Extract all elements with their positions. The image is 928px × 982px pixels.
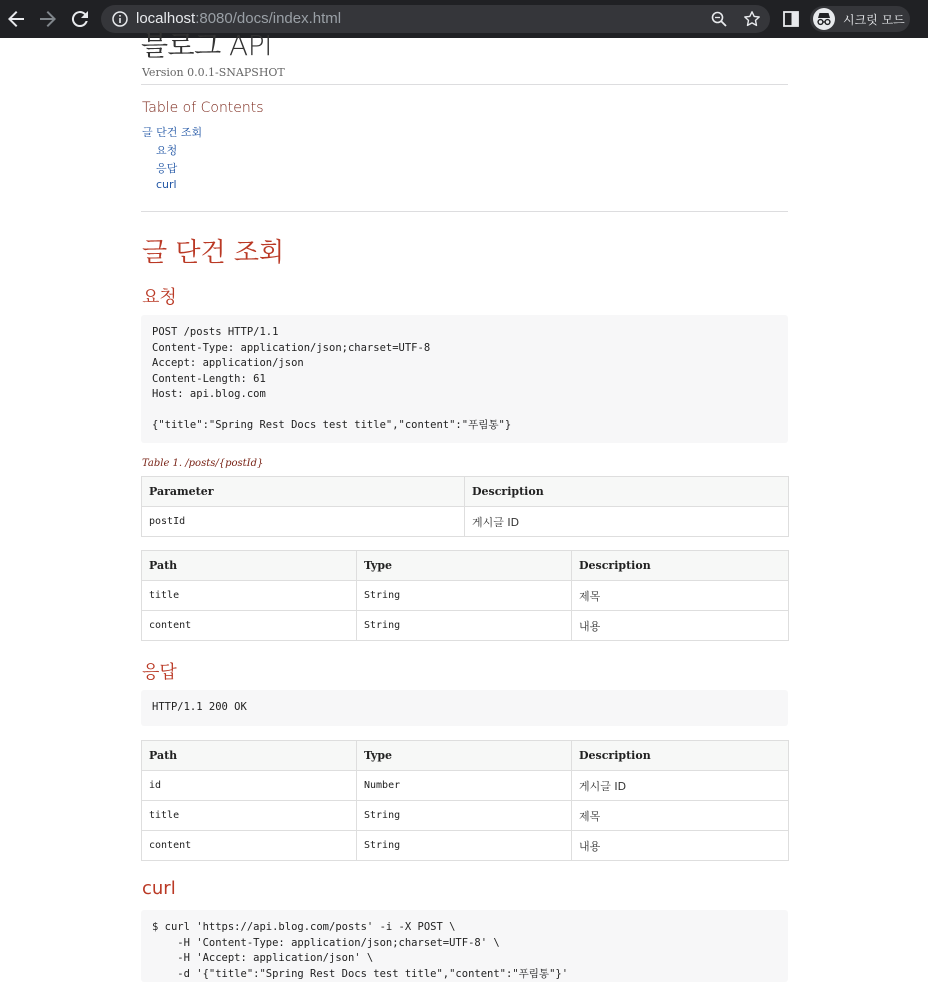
table-cell: content xyxy=(142,611,357,641)
table-cell: content xyxy=(142,831,357,861)
url-path: :8080/docs/index.html xyxy=(195,10,342,27)
forward-arrow-icon[interactable] xyxy=(36,7,60,31)
table-header-row xyxy=(142,477,789,507)
table-cell: 내용 xyxy=(572,831,789,861)
table-row xyxy=(142,611,789,641)
table-row xyxy=(142,507,789,537)
table-cell: String xyxy=(357,581,572,611)
table-header-cell: Description xyxy=(465,477,789,507)
incognito-label: 시크릿 모드 xyxy=(843,13,905,27)
table-header-cell: Path xyxy=(142,741,357,771)
table-cell: id xyxy=(142,771,357,801)
path-params-caption: Table 1. /posts/{postId} xyxy=(142,458,264,469)
toc-link-request[interactable]: 요청 xyxy=(156,144,178,157)
star-icon[interactable] xyxy=(743,10,761,28)
table-header-cell: Type xyxy=(357,551,572,581)
table-row xyxy=(142,801,789,831)
curl-heading: curl xyxy=(142,878,176,899)
table-cell: 게시글 ID xyxy=(572,771,789,801)
version-label: Version 0.0.1-SNAPSHOT xyxy=(142,66,285,79)
incognito-profile-button[interactable] xyxy=(810,6,910,32)
table-header-row xyxy=(142,551,789,581)
path-params-table xyxy=(141,476,789,537)
table-cell: 내용 xyxy=(572,611,789,641)
table-cell: Number xyxy=(357,771,572,801)
table-cell: String xyxy=(357,801,572,831)
table-cell: title xyxy=(142,581,357,611)
toc-link-response[interactable]: 응답 xyxy=(156,162,178,175)
header-divider xyxy=(141,84,788,85)
table-cell: title xyxy=(142,801,357,831)
toc-link-curl[interactable]: curl xyxy=(156,178,177,191)
reload-icon[interactable] xyxy=(68,7,92,31)
table-cell: 게시글 ID xyxy=(465,507,789,537)
section-title: 글 단건 조회 xyxy=(142,238,285,268)
table-cell: String xyxy=(357,611,572,641)
browser-toolbar xyxy=(0,0,928,38)
table-row xyxy=(142,581,789,611)
table-header-cell: Type xyxy=(357,741,572,771)
toc-divider xyxy=(141,211,788,212)
table-cell: 제목 xyxy=(572,801,789,831)
table-cell: postId xyxy=(142,507,465,537)
url-host: localhost xyxy=(136,10,196,27)
page-title: 블로그 API xyxy=(141,29,272,62)
table-row xyxy=(142,771,789,801)
table-row xyxy=(142,831,789,861)
table-cell: 제목 xyxy=(572,581,789,611)
table-header-row xyxy=(142,741,789,771)
response-fields-table xyxy=(141,740,789,861)
request-heading: 요청 xyxy=(142,287,177,308)
toc-title: Table of Contents xyxy=(142,100,264,116)
table-header-cell: Path xyxy=(142,551,357,581)
table-header-cell: Description xyxy=(572,741,789,771)
request-fields-table xyxy=(141,550,789,641)
response-code-block: HTTP/1.1 200 OK xyxy=(141,690,788,726)
incognito-icon xyxy=(813,8,835,30)
zoom-icon[interactable] xyxy=(710,10,728,28)
back-arrow-icon[interactable] xyxy=(4,7,28,31)
side-panel-icon[interactable] xyxy=(782,10,800,28)
table-cell: String xyxy=(357,831,572,861)
table-header-cell: Description xyxy=(572,551,789,581)
request-code-block: POST /posts HTTP/1.1 Content-Type: application/json;charset=UTF-8 Accept: application/json Content-Length: 61 Host: api.blog.com {"title":"Spring Rest Docs test title","content":"푸림통"} xyxy=(141,315,788,443)
toc-link-single-post[interactable]: 글 단건 조회 xyxy=(142,126,203,139)
response-heading: 응답 xyxy=(142,662,177,683)
curl-code-block: $ curl 'https://api.blog.com/posts' -i -X POST \ -H 'Content-Type: application/json;charset=UTF-8' \ -H 'Accept: application/json' \ -d '{"title":"Spring Rest Docs test title","content":"푸림통"}' xyxy=(141,910,788,982)
info-icon[interactable] xyxy=(111,10,129,28)
table-header-cell: Parameter xyxy=(142,477,465,507)
